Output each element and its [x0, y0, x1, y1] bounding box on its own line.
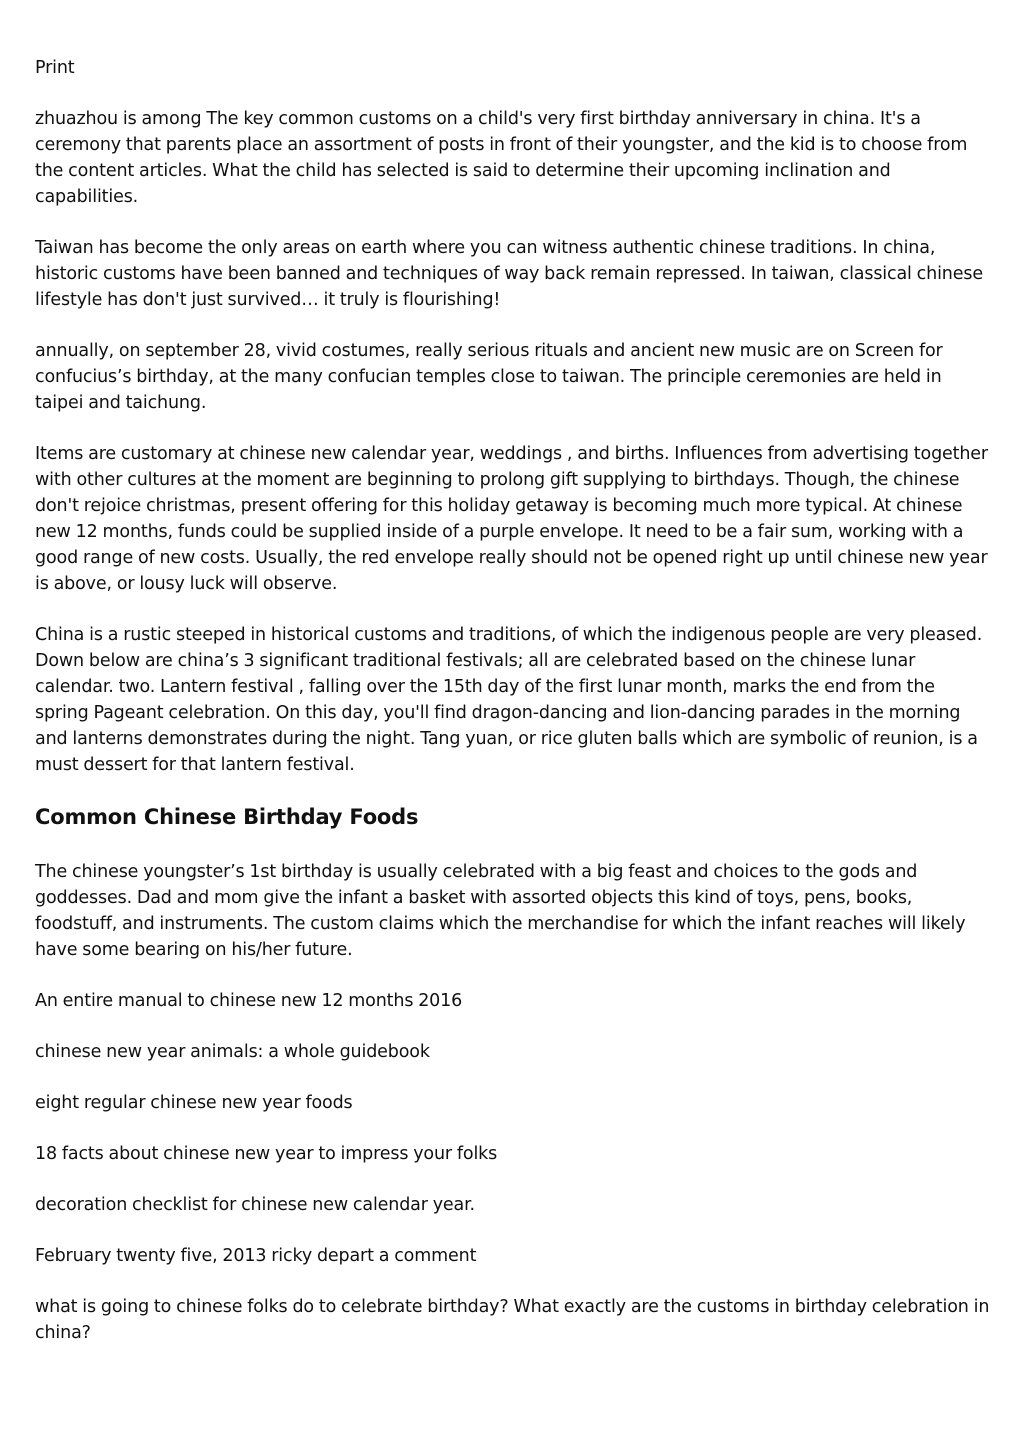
print-label: Print — [35, 58, 75, 78]
list-item: 18 facts about chinese new year to impress your folks — [35, 1144, 498, 1164]
paragraph-zhuazhou: zhuazhou is among The key common customs on a child's very first birthday anniversary in china. It's a ceremony that parents place an assortment of posts in front of their youngster, and the kid is to choose from the content articles. What the child has selected is said to determine their upcoming inclination and capabilities. — [35, 109, 968, 207]
post-meta: February twenty five, 2013 ricky depart a comment — [35, 1246, 477, 1266]
document-body — [35, 55, 990, 1371]
paragraph-question: what is going to chinese folks do to celebrate birthday? What exactly are the customs in birthday celebration in china? — [35, 1297, 990, 1343]
section-heading: Common Chinese Birthday Foods — [35, 805, 419, 829]
paragraph-festivals: China is a rustic steeped in historical customs and traditions, of which the indigenous people are very pleased. Down below are china’s 3 significant traditional festivals; all are celebrated based on the chinese lunar calendar. two. Lantern festival , falling over the 15th day of the first lunar month, marks the end from the spring Pageant celebration. On this day, you'll find dragon-dancing and lion-dancing parades in the morning and lanterns demonstrates during the night. Tang yuan, or rice gluten balls which are symbolic of reunion, is a must dessert for that lantern festival. — [35, 625, 983, 775]
paragraph-confucius-birthday: annually, on september 28, vivid costumes, really serious rituals and ancient new music are on Screen for confucius’s birthday, at the many confucian temples close to taiwan. The principle ceremonies are held in taipei and taichung. — [35, 341, 943, 413]
paragraph-gift-customs: Items are customary at chinese new calendar year, weddings , and births. Influences from advertising together with other cultures at the moment are beginning to prolong gift supplying to birthdays. Though, the chinese don't rejoice christmas, present offering for this holiday getaway is becoming much more typical. At chinese new 12 months, funds could be supplied inside of a purple envelope. It need to be a fair sum, working with a good range of new costs. Usually, the red envelope really should not be opened right up until chinese new year is above, or lousy luck will observe. — [35, 444, 988, 594]
paragraph-first-birthday: The chinese youngster’s 1st birthday is usually celebrated with a big feast and choices to the gods and goddesses. Dad and mom give the infant a basket with assorted objects this kind of toys, pens, books, foodstuff, and instruments. The custom claims which the merchandise for which the infant reaches will likely have some bearing on his/her future. — [35, 862, 966, 960]
list-item: eight regular chinese new year foods — [35, 1093, 353, 1113]
list-item: An entire manual to chinese new 12 months 2016 — [35, 991, 463, 1011]
paragraph-taiwan-traditions: Taiwan has become the only areas on earth where you can witness authentic chinese traditions. In china, historic customs have been banned and techniques of way back remain repressed. In taiwan, classical chinese lifestyle has don't just survived… it truly is flourishing! — [35, 238, 983, 310]
list-item: chinese new year animals: a whole guidebook — [35, 1042, 430, 1062]
list-item: decoration checklist for chinese new calendar year. — [35, 1195, 475, 1215]
